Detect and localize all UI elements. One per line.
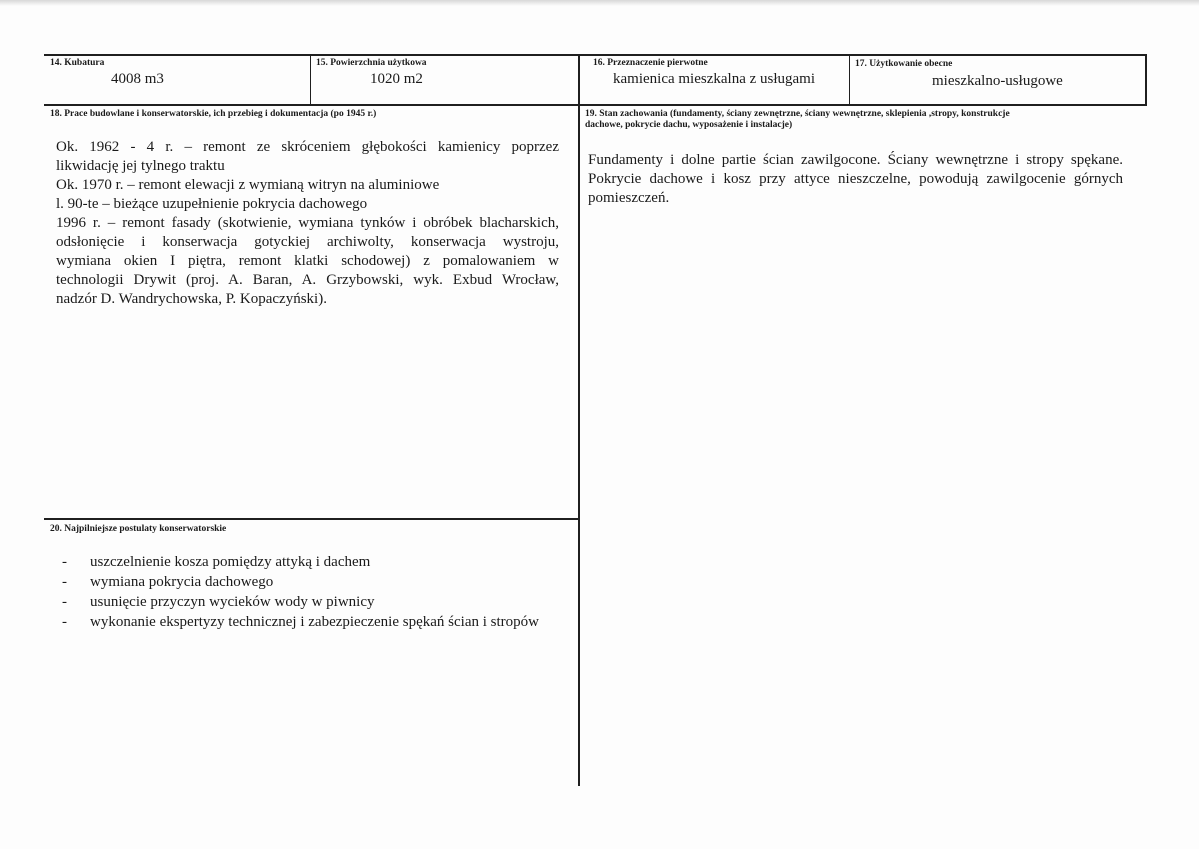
postulates-list xyxy=(62,552,550,632)
postulate-text: wymiana pokrycia dachowego xyxy=(90,574,274,590)
section-18-bottom-border xyxy=(44,518,580,520)
field-18-line: likwidację jej tylnego traktu xyxy=(56,158,225,174)
field-17-label: 17. Użytkowanie obecne xyxy=(855,59,953,69)
table-right-border xyxy=(1145,55,1147,106)
list-item xyxy=(62,612,550,632)
main-column-divider xyxy=(578,55,580,786)
field-19-line: pomieszczeń. xyxy=(588,190,670,206)
field-18-line: odsłonięcie i konserwacja gotyckiej archiwolty, konserwacja wystroju, xyxy=(56,234,559,250)
list-item xyxy=(62,572,550,592)
field-18-text xyxy=(56,138,559,309)
dash-bullet: - xyxy=(62,554,67,570)
field-14-value: 4008 m3 xyxy=(111,71,164,87)
field-18-line: l. 90-te – bieżące uzupełnienie pokrycia dachowego xyxy=(56,196,368,212)
list-item xyxy=(62,552,550,572)
field-18-line: 1996 r. – remont fasady (skotwienie, wymiana tynków i obróbek blacharskich, xyxy=(56,215,559,231)
field-16-label: 16. Przeznaczenie pierwotne xyxy=(593,58,708,68)
field-16-value: kamienica mieszkalna z usługami xyxy=(613,71,816,87)
postulate-text: wykonanie ekspertyzy technicznej i zabezpieczenie spękań ścian i stropów xyxy=(90,614,539,630)
scan-edge-shadow xyxy=(0,0,1199,6)
field-15-label: 15. Powierzchnia użytkowa xyxy=(316,58,427,68)
field-18-line: nadzór D. Wandrychowska, P. Kopaczyński). xyxy=(56,291,327,307)
postulate-text: usunięcie przyczyn wycieków wody w piwnicy xyxy=(90,594,375,610)
dash-bullet: - xyxy=(62,594,67,610)
divider-14-15 xyxy=(310,55,311,105)
dash-bullet: - xyxy=(62,574,67,590)
postulate-text: uszczelnienie kosza pomiędzy attyką i dachem xyxy=(90,554,371,570)
field-19-line: Pokrycie dachowe i kosz przy attyce nieszczelne, powodują zawilgocenie górnych xyxy=(588,171,1123,187)
field-18-label: 18. Prace budowlane i konserwatorskie, ich przebieg i dokumentacja (po 1945 r.) xyxy=(50,109,377,119)
divider-16-17 xyxy=(849,55,850,105)
list-item xyxy=(62,592,550,612)
field-20-label: 20. Najpilniejsze postulaty konserwatorskie xyxy=(50,524,227,534)
field-19-label-line-2: dachowe, pokrycie dachu, wyposażenie i instalacje) xyxy=(585,120,793,130)
field-19-label-line-1: 19. Stan zachowania (fundamenty, ściany zewnętrzne, ściany wewnętrzne, sklepienia ,stropy, konstrukcje xyxy=(585,109,1010,119)
field-14-label: 14. Kubatura xyxy=(50,58,105,68)
field-15-value: 1020 m2 xyxy=(370,71,423,87)
field-18-line: Ok. 1970 r. – remont elewacji z wymianą witryn na aluminiowe xyxy=(56,177,440,193)
table-top-border xyxy=(44,54,1147,56)
header-row-bottom-border xyxy=(44,104,1147,106)
field-18-line: wymiana okien I piętra, remont klatki schodowej) z pomalowaniem w xyxy=(56,253,559,269)
dash-bullet: - xyxy=(62,614,67,630)
field-18-line: technologii Drywit (proj. A. Baran, A. Grzybowski, wyk. Exbud Wrocław, xyxy=(56,272,559,288)
field-18-line: Ok. 1962 - 4 r. – remont ze skróceniem głębokości kamienicy poprzez xyxy=(56,139,559,155)
field-19-line: Fundamenty i dolne partie ścian zawilgocone. Ściany wewnętrzne i stropy spękane. xyxy=(588,152,1123,168)
field-19-text xyxy=(588,151,1123,208)
field-17-value: mieszkalno-usługowe xyxy=(932,73,1063,89)
